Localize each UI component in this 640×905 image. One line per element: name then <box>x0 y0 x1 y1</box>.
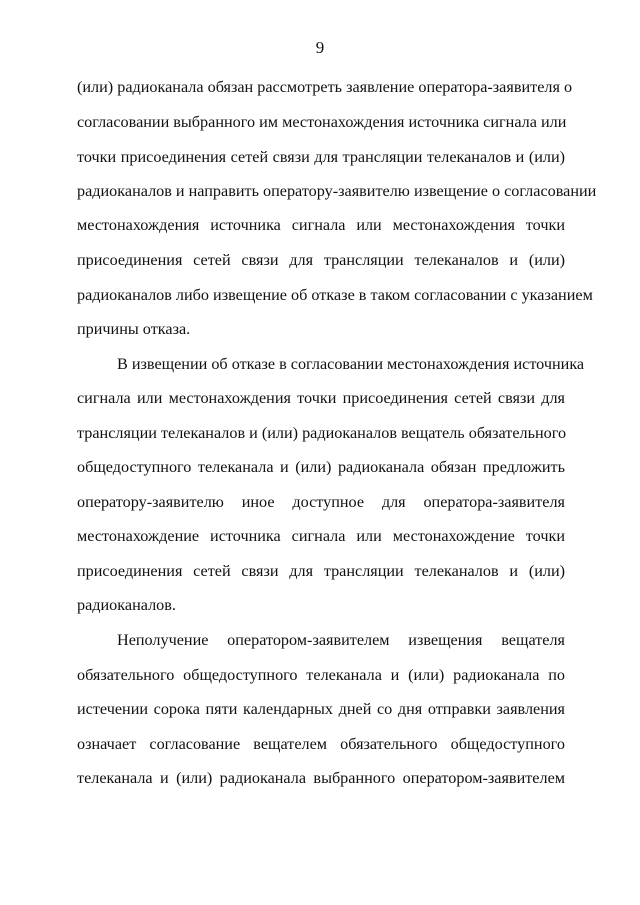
paragraph-1-line-2: согласовании выбранного им местонахождения источника сигнала или <box>77 113 567 131</box>
paragraph-2-line-7: присоединения сетей связи для трансляции телеканалов и (или) <box>77 562 565 580</box>
paragraph-1-line-1: (или) радиоканала обязан рассмотреть заявление оператора-заявителя о <box>77 78 573 96</box>
paragraph-1-line-5: местонахождения источника сигнала или местонахождения точки <box>77 216 565 234</box>
page-number: 9 <box>315 38 325 57</box>
paragraph-1-line-8: причины отказа. <box>77 320 191 338</box>
paragraph-2-line-8: радиоканалов. <box>77 596 176 614</box>
paragraph-1-line-3: точки присоединения сетей связи для трансляции телеканалов и (или) <box>77 148 565 166</box>
paragraph-2-line-5: оператору-заявителю иное доступное для оператора-заявителя <box>77 493 565 511</box>
paragraph-1-line-4: радиоканалов и направить оператору-заявителю извещение о согласовании <box>77 182 597 200</box>
paragraph-1-line-7: радиоканалов либо извещение об отказе в таком согласовании с указанием <box>77 286 593 304</box>
paragraph-3-line-3: истечении сорока пяти календарных дней со дня отправки заявления <box>77 700 565 718</box>
paragraph-3-line-2: обязательного общедоступного телеканала и (или) радиоканала по <box>77 666 565 684</box>
paragraph-2-line-3: трансляции телеканалов и (или) радиоканалов вещатель обязательного <box>77 424 567 442</box>
paragraph-2-line-2: сигнала или местонахождения точки присоединения сетей связи для <box>77 389 565 407</box>
paragraph-1-line-6: присоединения сетей связи для трансляции телеканалов и (или) <box>77 251 565 269</box>
paragraph-2-line-1: В извещении об отказе в согласовании местонахождения источника <box>117 355 585 373</box>
paragraph-2-line-4: общедоступного телеканала и (или) радиоканала обязан предложить <box>77 458 565 476</box>
paragraph-3-line-1: Неполучение оператором-заявителем извещения вещателя <box>117 631 565 649</box>
paragraph-3-line-5: телеканала и (или) радиоканала выбранного оператором-заявителем <box>77 769 565 787</box>
paragraph-2-line-6: местонахождение источника сигнала или местонахождение точки <box>77 527 565 545</box>
paragraph-3-line-4: означает согласование вещателем обязательного общедоступного <box>77 735 565 753</box>
